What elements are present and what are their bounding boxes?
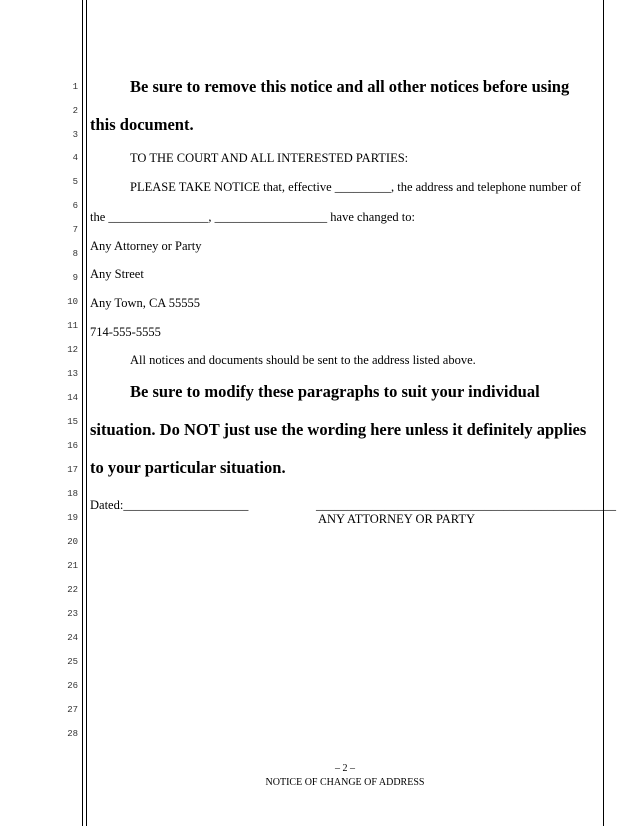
line-number: 5 xyxy=(72,177,78,187)
line-number: 13 xyxy=(67,369,78,379)
notice-remove-line-2: this document. xyxy=(90,115,194,134)
line-number: 16 xyxy=(67,441,78,451)
line-number: 14 xyxy=(67,393,78,403)
line-number: 3 xyxy=(72,130,78,140)
line-number: 8 xyxy=(72,249,78,259)
line-number: 1 xyxy=(72,82,78,92)
line-number: 26 xyxy=(67,681,78,691)
line-number: 25 xyxy=(67,657,78,667)
notice-modify-line-3: to your particular situation. xyxy=(90,458,286,477)
please-take-notice-line-2: the ________________, __________________ have changed to: xyxy=(90,210,415,224)
line-number: 11 xyxy=(67,321,78,331)
right-margin-line xyxy=(603,0,604,826)
notices-address-line: All notices and documents should be sent to the address listed above. xyxy=(130,353,476,367)
address-city: Any Town, CA 55555 xyxy=(90,296,201,310)
notice-modify-line-2: situation. Do NOT just use the wording here unless it definitely applies xyxy=(90,420,587,439)
signature-line: ________________________________________________ xyxy=(316,498,616,512)
line-number: 18 xyxy=(67,489,78,499)
line-number: 28 xyxy=(67,729,78,739)
line-number: 4 xyxy=(72,153,78,163)
line-number: 27 xyxy=(67,705,78,715)
footer-title: NOTICE OF CHANGE OF ADDRESS xyxy=(265,777,425,788)
left-margin-line-inner xyxy=(86,0,87,826)
address-name: Any Attorney or Party xyxy=(90,239,202,253)
line-number: 23 xyxy=(67,609,78,619)
line-number: 2 xyxy=(72,106,78,116)
address-street: Any Street xyxy=(90,267,144,281)
address-phone: 714-555-5555 xyxy=(90,325,161,339)
line-number: 6 xyxy=(72,201,78,211)
line-number: 15 xyxy=(67,417,78,427)
line-number: 24 xyxy=(67,633,78,643)
left-margin-line-outer xyxy=(82,0,83,826)
page-number: – 2 – xyxy=(335,763,355,774)
please-take-notice-line-1: PLEASE TAKE NOTICE that, effective _________, the address and telephone number of xyxy=(130,180,581,194)
notice-remove-line-1: Be sure to remove this notice and all other notices before using xyxy=(130,77,570,96)
line-number: 7 xyxy=(72,225,78,235)
notice-modify-line-1: Be sure to modify these paragraphs to suit your individual xyxy=(130,382,540,401)
line-number: 19 xyxy=(67,513,78,523)
line-number: 12 xyxy=(67,345,78,355)
line-number: 21 xyxy=(67,561,78,571)
line-number: 20 xyxy=(67,537,78,547)
line-number: 17 xyxy=(67,465,78,475)
line-number: 22 xyxy=(67,585,78,595)
line-number: 10 xyxy=(67,297,78,307)
dated-field: Dated:____________________ xyxy=(90,498,249,512)
salutation: TO THE COURT AND ALL INTERESTED PARTIES: xyxy=(130,151,409,165)
line-number: 9 xyxy=(72,273,78,283)
signature-label: ANY ATTORNEY OR PARTY xyxy=(318,512,476,526)
